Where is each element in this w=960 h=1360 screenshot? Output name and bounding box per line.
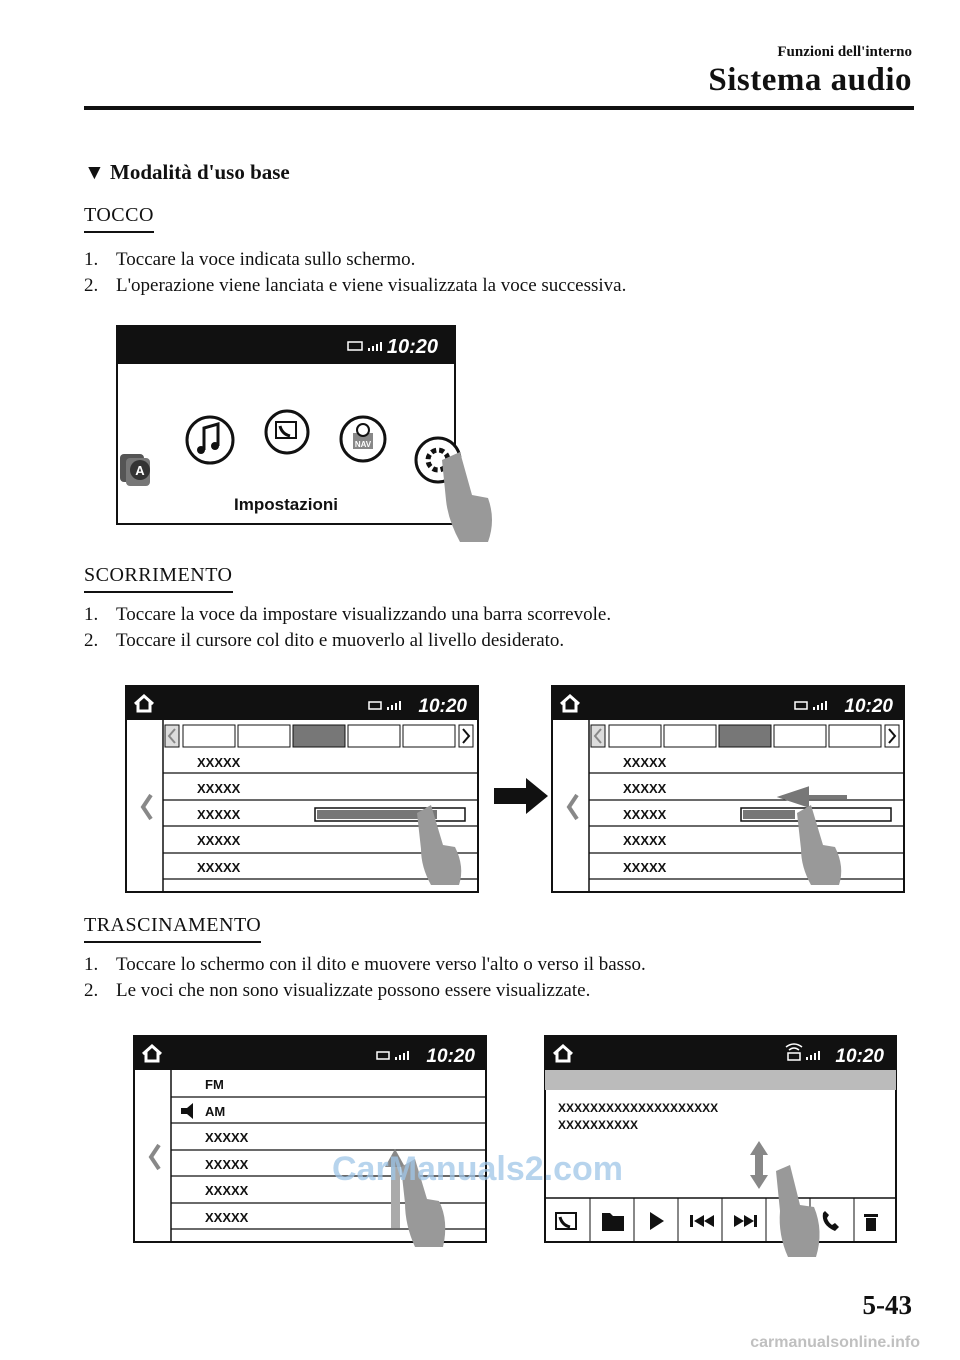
message-line-1: XXXXXXXXXXXXXXXXXXXX (558, 1101, 719, 1115)
list-item: XXXXX (623, 833, 667, 848)
tocco-step-1: 1. Toccare la voce indicata sullo schermo. (84, 249, 416, 270)
right-arrow-icon (492, 776, 552, 816)
page-number: 5-43 (862, 1290, 912, 1320)
list-item: XXXXX (197, 807, 241, 822)
list-item: XXXXX (197, 860, 241, 875)
message-line-2: XXXXXXXXXX (558, 1118, 639, 1132)
list-item: XXXXX (623, 807, 667, 822)
navigation-icon (341, 417, 385, 461)
list-item-am: AM (205, 1104, 226, 1119)
list-item: XXXXX (623, 860, 667, 875)
trascinamento-screen-right (544, 1035, 904, 1260)
list-item: XXXXX (623, 781, 667, 796)
status-time: 10:20 (844, 696, 893, 717)
subheading-tocco: TOCCO (84, 204, 154, 233)
list-item: XXXXX (205, 1157, 249, 1172)
trash-icon (864, 1214, 878, 1231)
scorrimento-step-1: 1. Toccare la voce da impostare visualizzando una barra scorrevole. (84, 604, 612, 625)
communication-icon (266, 411, 308, 453)
section-heading-text: Modalità d'uso base (110, 160, 290, 184)
status-time: 10:20 (418, 696, 467, 717)
tocco-screen-illustration (110, 320, 510, 550)
header-rule (84, 106, 914, 110)
subheading-trascinamento: TRASCINAMENTO (84, 914, 261, 943)
list-item: XXXXX (205, 1130, 249, 1145)
svg-text:A: A (135, 463, 145, 478)
scorrimento-step-2: 2. Toccare il cursore col dito e muoverlo al livello desiderato. (84, 630, 565, 651)
list-item: XXXXX (197, 833, 241, 848)
list-item-fm: FM (205, 1077, 224, 1092)
section-label: Funzioni dell'interno (777, 44, 912, 60)
subheading-scorrimento: SCORRIMENTO (84, 564, 233, 593)
scorrimento-screen-right (551, 685, 911, 895)
triangle-marker-icon: ▼ (84, 160, 105, 184)
trascinamento-step-2: 2. Le voci che non sono visualizzate possono essere visualizzate. (84, 980, 591, 1001)
list-item: XXXXX (205, 1183, 249, 1198)
watermark: CarManuals2.com (332, 1150, 623, 1188)
tab-selected (719, 725, 771, 747)
section-heading (84, 160, 290, 185)
tab-selected (293, 725, 345, 747)
tocco-step-2: 2. L'operazione viene lanciata e viene visualizzata la voce successiva. (84, 275, 627, 296)
music-icon (187, 417, 233, 463)
screen-label-impostazioni: Impostazioni (234, 495, 338, 514)
status-time: 10:20 (386, 336, 438, 358)
finger-icon (442, 452, 492, 542)
list-item: XXXXX (623, 755, 667, 770)
status-time: 10:20 (426, 1046, 475, 1067)
trascinamento-step-1: 1. Toccare lo schermo con il dito e muovere verso l'alto o verso il basso. (84, 954, 646, 975)
slider-fill (743, 810, 795, 819)
page-title: Sistema audio (708, 62, 912, 98)
svg-text:NAV: NAV (354, 440, 372, 449)
list-item: XXXXX (197, 781, 241, 796)
list-item: XXXXX (205, 1210, 249, 1225)
message-header (545, 1070, 896, 1090)
trascinamento-screen-left (133, 1035, 493, 1260)
footer-link[interactable]: carmanualsonline.info (750, 1334, 920, 1351)
status-time: 10:20 (835, 1046, 884, 1067)
list-item: XXXXX (197, 755, 241, 770)
scorrimento-screen-left (125, 685, 485, 895)
apps-icon (120, 454, 150, 486)
